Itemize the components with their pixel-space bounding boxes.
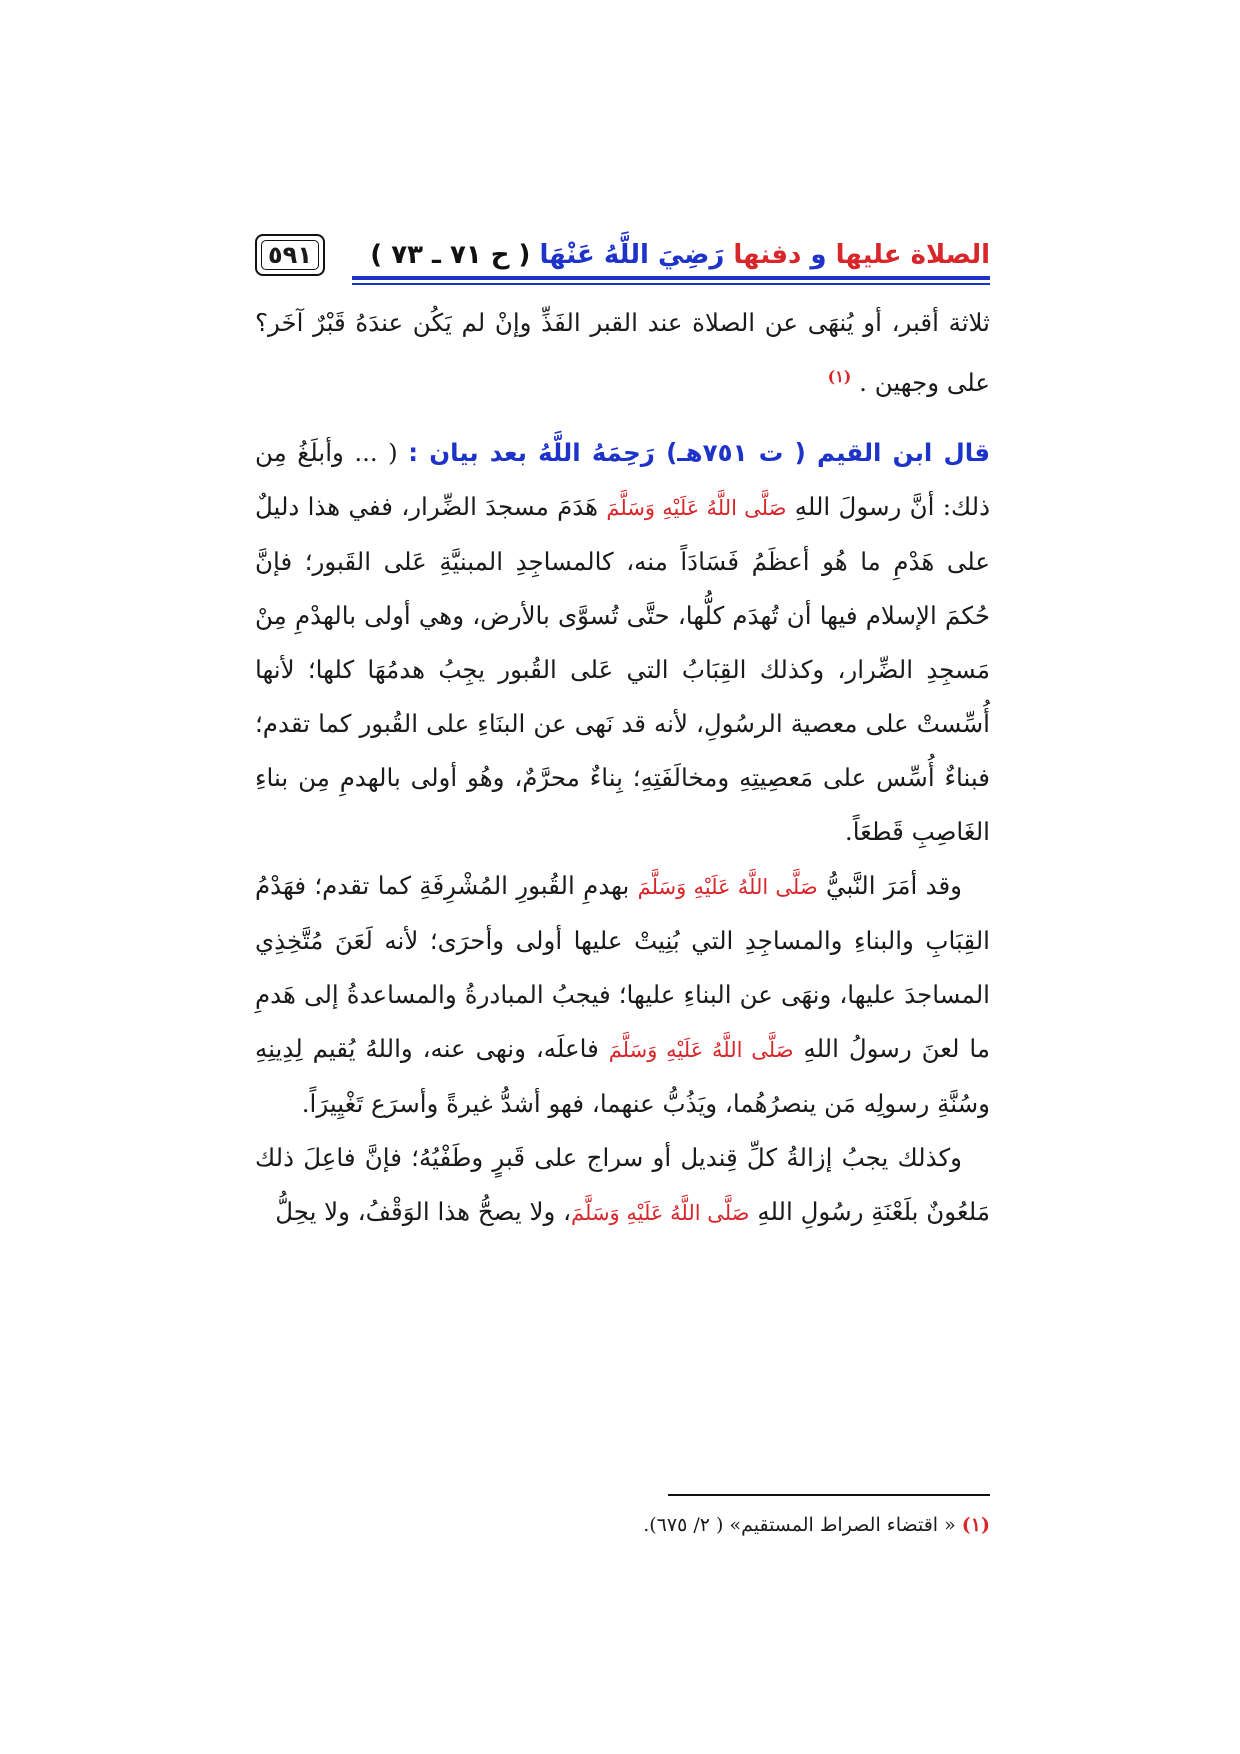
footnote-ref: (١) [827, 367, 852, 386]
paragraph-text: هَدَمَ مسجدَ الضِّرار، ففي هذا دليلٌ على هَدْمِ ما هُو أعظَمُ فَسَادَاً منه، كالمساجِدِ المبنيَّةِ عَلى القَبور؛ فإنَّ حُكمَ الإسلام فيها أن تُهدَم كلُّها، حتَّى تُسوَّى بالأرض، وهي أولى بالهدْمِ مِنْ مَسجِدِ الضِّرار، وكذلك القِبَابُ التي عَلى القُبور يجِبُ هدمُهَا كلها؛ لأنها أُسِّستْ على معصية الرسُولِ، لأنه قد نَهى عن البنَاءِ على القُبور كما تقدم؛ فبناءٌ أُسِّس على مَعصِيتِهِ ومخالَفَتِهِ؛ بِناءٌ محرَّمٌ، وهُو أولى بالهدمِ مِن بناءِ الغَاصِبِ قَطعَاً. [255, 492, 990, 847]
footnote-text: « اقتضاء الصراط المستقيم» ( ٢/ ٦٧٥). [643, 1514, 956, 1536]
paragraph-text: وكذلك يجبُ إزالةُ كلِّ قِنديل أو سراج على قَبرٍ وطَفْيُهُ؛ فإنَّ فاعِلَ ذلك مَلعُونٌ بلَعْنَةِ رسُولِ اللهِ [255, 1143, 990, 1227]
body-text [255, 296, 990, 1240]
footnote [255, 1508, 990, 1542]
page-header [255, 234, 990, 278]
hadith-range: ( ح ٧١ ـ ٧٣ ) [370, 240, 531, 270]
footnote-separator [668, 1494, 990, 1496]
quote-intro: قال ابن القيم ( ت ٧٥١هـ) رَحِمَهُ اللَّهُ بعد بيان : [408, 438, 991, 468]
paragraph [255, 296, 990, 410]
honorific: رَضِيَ اللَّهُ عَنْهَا [539, 240, 725, 270]
title-part: الصلاة عليها [835, 240, 990, 270]
running-title [370, 240, 990, 270]
title-conjunction: و [810, 240, 827, 270]
honorific: صَلَّى اللَّهُ عَلَيْهِ وَسَلَّمَ [608, 1038, 794, 1063]
quote-paragraph [255, 426, 990, 859]
paragraph-text: ثلاثة أقبر، أو يُنهَى عن الصلاة عند القبر الفَذِّ وإنْ لم يَكُن عندَهُ قَبْرٌ آخَر؟ على وجهين . [255, 308, 990, 398]
paragraph-text: وقد أمَرَ النَّبيُّ [826, 871, 963, 901]
paragraph-text: بهدمِ القُبورِ المُشْرِفَةِ كما تقدم؛ فهَدْمُ القِبَابِ والبناءِ والمساجِدِ التي بُنِيتْ عليها أولى وأحرَى؛ لأنه لَعَنَ مُتَّخِذِي المساجدَ عليها، ونهَى عن البناءِ عليها؛ فيجبُ المبادرةُ والمساعدةُ إلى هَدمِ ما لعنَ رسولُ اللهِ [255, 871, 990, 1064]
paragraph [255, 859, 990, 1131]
paragraph [255, 1131, 990, 1240]
honorific: صَلَّى اللَّهُ عَلَيْهِ وَسَلَّمَ [637, 875, 818, 900]
paragraph-text: ، ولا يصحُّ هذا الوَقْفُ، ولا يحِلُّ [275, 1197, 572, 1227]
footnote-number: (١) [961, 1514, 990, 1536]
honorific: صَلَّى اللَّهُ عَلَيْهِ وَسَلَّمَ [571, 1201, 750, 1226]
header-rule [352, 283, 990, 285]
title-part: دفنها [733, 240, 802, 270]
paragraph-text: فاعلَه، ونهى عنه، واللهُ يُقيم لِدِينِهِ وسُنَّةِ رسولِه مَن ينصرُهُما، ويَذُبُّ عنهما، فهو أشدُّ غيرةً وأسرَع تَغْيِيرَاً. [255, 1034, 990, 1119]
header-rule [352, 276, 990, 280]
honorific: صَلَّى اللَّهُ عَلَيْهِ وَسَلَّمَ [606, 496, 787, 521]
page-number: ٥٩١ [255, 234, 325, 276]
paragraph-text: ( ... وأبلَغُ مِن ذلك: أنَّ رسولَ اللهِ [255, 438, 990, 522]
